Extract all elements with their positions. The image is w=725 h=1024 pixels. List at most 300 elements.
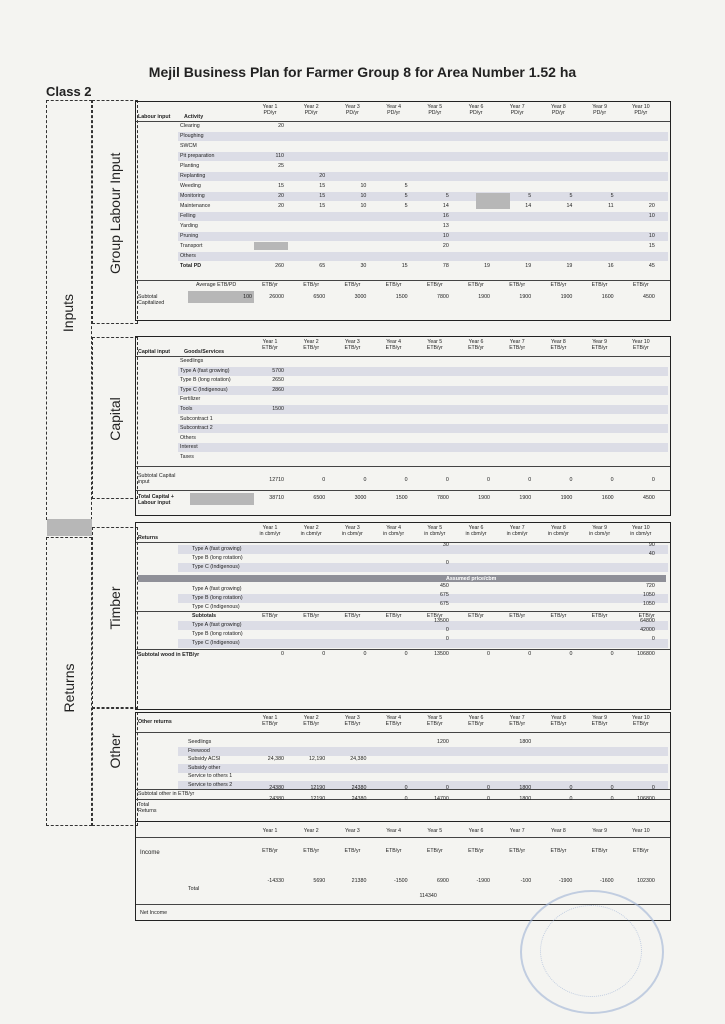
income-sum: 114340 [419, 893, 437, 899]
year-unit: ETB/yr [468, 721, 484, 727]
other-header-line [136, 713, 670, 733]
year-header: Year 6 [468, 339, 484, 345]
year-unit: PD/yr [510, 110, 524, 116]
income-label: Income [140, 850, 160, 856]
income-total: 5690 [313, 878, 326, 884]
timber-sub-y5: 0 [445, 636, 449, 642]
year-header: Year 4 [386, 525, 401, 531]
labour-value: 10 [360, 183, 367, 189]
timber-subtotal: 0 [610, 651, 614, 657]
capital-item: Type B (long rotation) [180, 377, 231, 384]
timber-etb-unit: ETB/yr [262, 613, 278, 619]
income-unit: ETB/yr [468, 848, 484, 854]
labour-value: 30 [360, 263, 367, 269]
labour-value: 10 [648, 213, 655, 219]
capital-row-band [178, 424, 668, 433]
labour-subtotal: 1600 [601, 294, 614, 300]
capital-subtotal: 0 [445, 477, 449, 483]
income-unit: ETB/yr [509, 848, 526, 854]
income-total: -100 [520, 878, 532, 884]
year-header: Year 1 [262, 525, 278, 531]
year-unit: ETB/yr [509, 721, 526, 727]
other-row-band [178, 764, 668, 773]
income-unit: ETB/yr [426, 848, 443, 854]
year-unit: ETB/yr [591, 345, 608, 351]
labour-value: 13 [442, 223, 449, 229]
capital-total: 6500 [313, 495, 326, 501]
returns-label: Returns [61, 663, 77, 713]
year-unit: ETB/yr [344, 345, 361, 351]
capital-value: 1500 [272, 406, 284, 412]
year-header: Year 3 [344, 715, 360, 721]
other-subtotal: 0 [651, 785, 655, 791]
year-header: Year 5 [427, 339, 443, 345]
year-header: Year 8 [550, 525, 566, 531]
other-item: Subsidy ACSI [188, 756, 221, 762]
assumed-price-bar [138, 575, 666, 582]
year-header: Year 4 [386, 715, 401, 721]
year-unit: PD/yr [551, 110, 565, 116]
labour-activity: Pruning [180, 233, 199, 239]
timber-subtotal-line [136, 649, 670, 650]
capital-row-band [178, 443, 668, 452]
capital-item: Type A (fast growing) [180, 367, 230, 374]
year-unit: ETB/yr [550, 345, 567, 351]
income-year: Year 2 [303, 828, 319, 834]
year-unit: in cbm/yr [259, 531, 281, 537]
other-subtotal: 0 [569, 785, 573, 791]
income-year: Year 5 [427, 828, 443, 834]
capital-label: Capital [107, 397, 123, 441]
labour-value: 45 [648, 263, 655, 269]
avg-label: Average ETB/PD [196, 282, 237, 288]
labour-activity: Monitoring [180, 193, 205, 199]
labour-activity: Pit preparation [180, 153, 215, 159]
timber-sub-y10: 64800 [640, 618, 655, 624]
year-header: Year 5 [427, 104, 443, 110]
timber-etb-unit: ETB/yr [468, 613, 484, 619]
capital-subtotal: 0 [651, 477, 655, 483]
other-item: Firewood [188, 747, 210, 754]
year-unit: in cbm/yr [300, 531, 322, 537]
timber-subtotal-type: Type B (long rotation) [192, 631, 243, 637]
labour-value: 14 [525, 203, 532, 209]
income-total: 6900 [437, 878, 449, 884]
timber-etb-unit: ETB/yr [426, 613, 443, 619]
timber-subtotals-line [136, 611, 670, 612]
income-unit: ETB/yr [262, 848, 278, 854]
year-unit: ETB/yr [303, 345, 320, 351]
year-header: Year 8 [550, 339, 566, 345]
year-header: Year 9 [592, 104, 607, 110]
timber-label: Timber [107, 586, 123, 630]
year-header: Year 10 [631, 104, 650, 110]
labour-subtotal: 6500 [313, 294, 326, 300]
year-unit: in cbm/yr [547, 531, 569, 537]
other-subtotal: 24380 [351, 785, 367, 791]
year-unit: ETB/yr [385, 721, 402, 727]
year-unit: ETB/yr [344, 721, 361, 727]
year-header: Year 5 [427, 525, 443, 531]
capital-value: 2860 [272, 386, 284, 393]
capital-total: 1900 [519, 495, 532, 501]
other-item: Subsidy other [188, 764, 221, 771]
year-header: Year 7 [509, 104, 525, 110]
labour-subtotal: 1900 [519, 294, 532, 300]
timber-volume-y10: 90 [648, 542, 655, 548]
year-header: Year 6 [468, 104, 484, 110]
etb-unit: ETB/yr [385, 282, 402, 288]
capital-subtotal-line [136, 466, 670, 467]
year-header: Year 4 [386, 104, 401, 110]
total-capital-box [190, 493, 254, 505]
labour-activity: Planting [180, 163, 200, 169]
capital-total: 7800 [437, 495, 449, 501]
year-unit: in cbm/yr [465, 531, 487, 537]
capital-subtotal: 0 [322, 477, 326, 483]
labour-activity: SWCM [180, 143, 197, 149]
other-col-a: Other returns [138, 719, 172, 725]
separator-block [47, 519, 92, 536]
labour-subtotal: 7800 [437, 294, 449, 300]
year-unit: ETB/yr [591, 721, 608, 727]
subtotal-capitalized-label: Subtotal Capitalized [138, 294, 165, 306]
year-unit: in cbm/yr [506, 531, 528, 537]
labour-value: 11 [608, 203, 614, 209]
timber-price-y10: 720 [645, 583, 655, 589]
year-unit: in cbm/yr [424, 531, 446, 537]
labour-subtotal: 1900 [560, 294, 573, 300]
timber-subtotal: 0 [281, 651, 284, 657]
timber-subtotal: 0 [322, 651, 326, 657]
timber-sub-y5: 13500 [434, 618, 449, 624]
capital-item: Type C (Indigenous) [180, 386, 228, 393]
year-header: Year 9 [592, 715, 607, 721]
other-value: 1800 [519, 739, 532, 745]
total-returns-label: Total Returns [138, 802, 157, 814]
year-header: Year 1 [262, 715, 278, 721]
timber-etb-unit: ETB/yr [303, 613, 320, 619]
capital-subtotal: 0 [404, 477, 408, 483]
timber-subtotal: 0 [363, 651, 367, 657]
year-header: Year 10 [631, 339, 650, 345]
capital-col-b: Goods/Services [184, 349, 225, 355]
capital-item: Taxes [180, 454, 194, 460]
capital-subtotal: 0 [569, 477, 573, 483]
labour-value: 14 [442, 203, 449, 209]
labour-value: 15 [401, 263, 408, 269]
timber-price-type: Type C (Indigenous) [192, 604, 240, 610]
timber-etb-unit: ETB/yr [591, 613, 608, 619]
year-header: Year 8 [550, 715, 566, 721]
labour-subtotal: 4500 [643, 294, 655, 300]
labour-activity: Felling [180, 213, 196, 219]
other-subtotal: 12190 [310, 785, 326, 791]
labour-activity: Weeding [180, 183, 201, 189]
labour-value: 20 [278, 203, 284, 209]
year-header: Year 7 [509, 715, 525, 721]
labour-subtotal: 3000 [354, 294, 367, 300]
timber-subtotal: 0 [487, 651, 490, 657]
group-labour-label: Group Labour Input [107, 152, 123, 274]
labour-value: 16 [442, 213, 449, 219]
timber-header-line [136, 523, 670, 543]
year-unit: ETB/yr [385, 345, 402, 351]
year-unit: in cbm/yr [630, 531, 652, 537]
labour-value: 10 [648, 233, 655, 239]
labour-activity: Total PD [180, 263, 202, 269]
labour-value: 5 [528, 193, 532, 199]
year-header: Year 1 [262, 104, 278, 110]
labour-value: 19 [566, 263, 573, 269]
year-header: Year 3 [344, 104, 360, 110]
labour-value: 19 [525, 263, 532, 269]
labour-col-b: Activity [184, 114, 204, 120]
capital-item: Fertilizer [180, 396, 201, 403]
income-box-top [136, 837, 670, 838]
year-unit: ETB/yr [632, 721, 649, 727]
class-label: Class 2 [46, 84, 92, 99]
timber-price-y5: 450 [439, 583, 449, 589]
year-header: Year 2 [303, 525, 319, 531]
other-item: Service to others 2 [188, 781, 233, 788]
timber-etb-unit: ETB/yr [509, 613, 526, 619]
timber-price-y10: 1050 [643, 601, 655, 607]
year-unit: PD/yr [387, 110, 401, 116]
year-header: Year 1 [262, 339, 278, 345]
capital-total: 1900 [560, 495, 573, 501]
capital-item: Others [180, 434, 196, 441]
year-unit: ETB/yr [509, 345, 526, 351]
year-unit: PD/yr [428, 110, 442, 116]
labour-value: 10 [442, 233, 449, 239]
timber-subtotal: 0 [569, 651, 573, 657]
labour-value: 20 [278, 123, 284, 129]
timber-sub-y10: 0 [651, 636, 655, 642]
year-unit: in cbm/yr [341, 531, 363, 537]
labour-value: 15 [278, 183, 284, 189]
year-header: Year 5 [427, 715, 443, 721]
income-year: Year 3 [344, 828, 360, 834]
income-total: -1600 [600, 878, 614, 884]
etb-unit: ETB/yr [591, 282, 608, 288]
etb-unit: ETB/yr [468, 282, 484, 288]
timber-etb-unit-y10: ETB/yr [638, 613, 655, 619]
labour-value: 20 [319, 173, 326, 179]
labour-col-a: Labour input [138, 114, 171, 120]
etb-unit: ETB/yr [632, 282, 649, 288]
other-value: 24,380 [350, 756, 367, 762]
timber-subtotal-label: Subtotal wood in ETB/yr [138, 652, 200, 658]
labour-activity: Replanting [180, 173, 206, 179]
labour-activity: Clearing [180, 123, 200, 129]
year-unit: ETB/yr [550, 721, 567, 727]
other-item: Service to others 1 [188, 773, 233, 779]
labour-value: 5 [404, 183, 408, 189]
timber-volume-y5: 0 [445, 560, 449, 566]
year-header: Year 8 [550, 104, 566, 110]
capital-subtotal: 0 [528, 477, 532, 483]
timber-sub-y5: 0 [445, 627, 449, 633]
year-unit: ETB/yr [426, 345, 443, 351]
year-header: Year 3 [344, 339, 360, 345]
timber-volume-type: Type A (fast growing) [192, 546, 242, 552]
year-header: Year 6 [468, 715, 484, 721]
etb-unit: ETB/yr [344, 282, 361, 288]
year-header: Year 7 [509, 339, 525, 345]
timber-subtotal-type: Type C (Indigenous) [192, 640, 240, 646]
total-returns: 12190 [310, 796, 326, 802]
total-returns: 0 [487, 796, 490, 802]
timber-subtotal: 0 [404, 651, 408, 657]
year-unit: ETB/yr [303, 721, 320, 727]
y6-highlight [476, 193, 510, 209]
total-returns: 24380 [351, 796, 367, 802]
capital-total: 1600 [601, 495, 614, 501]
labour-value: 25 [278, 163, 284, 169]
year-header: Year 4 [386, 339, 401, 345]
year-unit: PD/yr [345, 110, 359, 116]
total-returns: 14700 [434, 796, 449, 802]
labour-subtotal-line [136, 280, 670, 281]
timber-subtotal: 0 [528, 651, 532, 657]
income-unit: ETB/yr [591, 848, 608, 854]
other-row-band [178, 747, 668, 756]
total-returns: 1800 [519, 796, 532, 802]
capital-total: 3000 [354, 495, 367, 501]
labour-value: 5 [404, 203, 408, 209]
labour-activity: Transport [180, 243, 203, 249]
etb-unit: ETB/yr [426, 282, 443, 288]
official-stamp-inner [540, 905, 642, 997]
other-subtotal: 0 [404, 785, 408, 791]
capital-subtotal-label: Subtotal Capital input [138, 473, 176, 485]
year-unit: PD/yr [634, 110, 648, 116]
income-total: -1900 [476, 878, 490, 884]
income-total: -1500 [394, 878, 408, 884]
income-unit: ETB/yr [344, 848, 361, 854]
labour-value: 20 [442, 243, 449, 249]
capital-value: 5700 [272, 367, 284, 374]
capital-item: Interest [180, 444, 198, 451]
other-value: 1200 [437, 739, 449, 745]
labour-activity: Others [180, 253, 196, 259]
labour-value: 65 [319, 263, 326, 269]
capital-item: Seedlings [180, 358, 204, 364]
labour-row-band [178, 152, 668, 161]
capital-item: Subcontract 2 [180, 425, 213, 432]
labour-value: 5 [569, 193, 573, 199]
year-unit: ETB/yr [262, 345, 278, 351]
labour-value: 19 [484, 263, 490, 269]
labour-value: 16 [607, 263, 614, 269]
income-unit: ETB/yr [303, 848, 320, 854]
other-item: Seedlings [188, 739, 212, 745]
labour-value: 15 [319, 203, 326, 209]
timber-table [135, 522, 671, 710]
income-total: -1900 [558, 878, 573, 884]
labour-header-line [136, 102, 670, 122]
other-subtotal: 24380 [269, 785, 284, 791]
labour-value: 15 [319, 193, 326, 199]
capital-item: Subcontract 1 [180, 415, 213, 422]
other-subtotal: 0 [487, 785, 490, 791]
income-year: Year 1 [262, 828, 278, 834]
timber-subtotal: 13500 [434, 651, 449, 657]
capital-total: 1500 [395, 495, 408, 501]
total-returns: 0 [610, 796, 614, 802]
year-header: Year 9 [592, 339, 607, 345]
year-header: Year 2 [303, 339, 319, 345]
other-value: 24,380 [267, 756, 284, 762]
income-year: Year 4 [386, 828, 401, 834]
other-subtotal: 0 [610, 785, 614, 791]
other-returns-table [135, 712, 671, 822]
timber-etb-unit: ETB/yr [550, 613, 567, 619]
labour-subtotal: 1900 [478, 294, 490, 300]
timber-subtotal: 106800 [637, 651, 655, 657]
timber-volume-type: Type B (long rotation) [192, 555, 243, 561]
labour-value: 14 [566, 203, 573, 209]
year-header: Year 6 [468, 525, 484, 531]
income-year: Year 10 [631, 828, 650, 834]
capital-value: 2650 [272, 377, 284, 384]
income-total: 102300 [637, 878, 655, 884]
etb-unit: ETB/yr [262, 282, 278, 288]
labour-value: 5 [404, 193, 408, 199]
income-year: Year 7 [509, 828, 525, 834]
total-returns: 24380 [269, 796, 284, 802]
year-header: Year 9 [592, 525, 607, 531]
year-unit: ETB/yr [468, 345, 484, 351]
capital-total: 4500 [643, 495, 655, 501]
timber-etb-unit: ETB/yr [385, 613, 402, 619]
capital-total-label: Total Capital + Labour input [138, 494, 174, 506]
capital-subtotal: 12710 [269, 477, 284, 483]
capital-subtotal: 0 [610, 477, 614, 483]
capital-table [135, 336, 671, 516]
income-unit: ETB/yr [632, 848, 649, 854]
timber-volume-y5: 30 [442, 542, 449, 548]
income-unit: ETB/yr [550, 848, 567, 854]
capital-row-band [178, 405, 668, 414]
avg-value: 100 [243, 294, 252, 300]
other-subtotal: 1800 [519, 785, 532, 791]
timber-subtotals-label: Subtotals [192, 613, 217, 619]
capital-col-a: Capital input [138, 349, 171, 355]
timber-volume-y10: 40 [648, 551, 655, 557]
labour-value: 110 [275, 153, 284, 159]
timber-volume-type: Type C (Indigenous) [192, 564, 240, 570]
timber-price-y5: 675 [439, 601, 449, 607]
year-header: Year 10 [631, 525, 650, 531]
capital-item: Tools [180, 406, 193, 412]
total-returns: 0 [569, 796, 573, 802]
year-unit: PD/yr [304, 110, 318, 116]
capital-subtotal: 0 [363, 477, 367, 483]
capital-total-line [136, 490, 670, 491]
inputs-label: Inputs [60, 293, 76, 333]
capital-row-band [178, 386, 668, 395]
timber-etb-unit: ETB/yr [344, 613, 361, 619]
income-total-label: Total [188, 886, 200, 892]
capital-total: 38710 [269, 495, 284, 501]
year-header: Year 2 [303, 715, 319, 721]
etb-unit: ETB/yr [509, 282, 526, 288]
year-header: Year 7 [509, 525, 525, 531]
income-year: Year 9 [592, 828, 607, 834]
labour-value: 10 [360, 203, 367, 209]
